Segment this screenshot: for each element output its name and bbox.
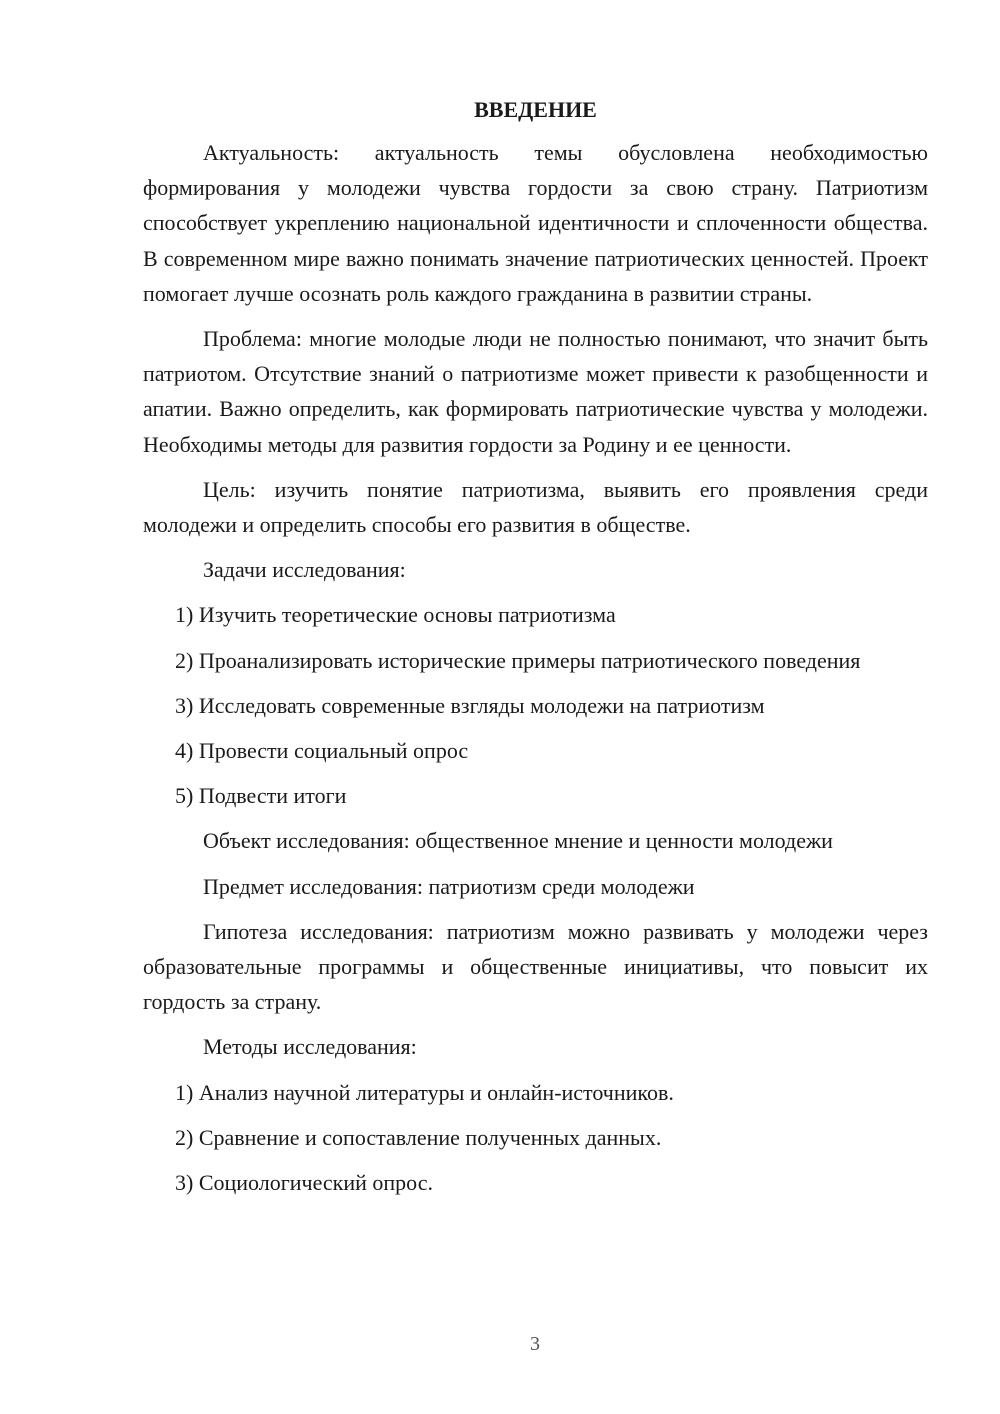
hypothesis-paragraph: Гипотеза исследования: патриотизм можно развивать у молодежи через образовательные программы и общественные инициативы, что повысит их гордость за страну. xyxy=(143,918,928,1015)
goal-paragraph: Цель: изучить понятие патриотизма, выявить его проявления среди молодежи и определить способы его развития в обществе. xyxy=(143,476,928,538)
page-number: 3 xyxy=(530,1333,540,1355)
methods-heading: Методы исследования: xyxy=(203,1034,417,1060)
problem-paragraph: Проблема: многие молодые люди не полностью понимают, что значит быть патриотом. Отсутствие знаний о патриотизме может привести к разобщенности и апатии. Важно определить, как формировать патриотические чувства у молодежи. Необходимы методы для развития гордости за Родину и ее ценности. xyxy=(143,326,928,457)
task-item: 1) Изучить теоретические основы патриотизма xyxy=(175,602,616,628)
relevance-paragraph: Актуальность: актуальность темы обусловлена необходимостью формирования у молодежи чувства гордости за свою страну. Патриотизм способствует укреплению национальной идентичности и сплоченности общества. В современном мире важно понимать значение патриотических ценностей. Проект помогает лучше осознать роль каждого гражданина в развитии страны. xyxy=(143,140,928,306)
method-item: 2) Сравнение и сопоставление полученных данных. xyxy=(175,1124,662,1150)
task-item: 5) Подвести итоги xyxy=(175,783,347,809)
task-item: 4) Провести социальный опрос xyxy=(175,738,469,764)
tasks-heading: Задачи исследования: xyxy=(203,557,406,583)
method-item: 3) Социологический опрос. xyxy=(175,1170,433,1196)
object-paragraph: Объект исследования: общественное мнение и ценности молодежи xyxy=(203,828,833,854)
document-page xyxy=(143,92,928,1210)
page-title: ВВЕДЕНИЕ xyxy=(474,97,597,122)
subject-paragraph: Предмет исследования: патриотизм среди молодежи xyxy=(203,873,695,899)
task-item: 2) Проанализировать исторические примеры патриотического поведения xyxy=(175,647,861,673)
task-item: 3) Исследовать современные взгляды молодежи на патриотизм xyxy=(175,692,765,718)
method-item: 1) Анализ научной литературы и онлайн-источников. xyxy=(175,1079,674,1105)
